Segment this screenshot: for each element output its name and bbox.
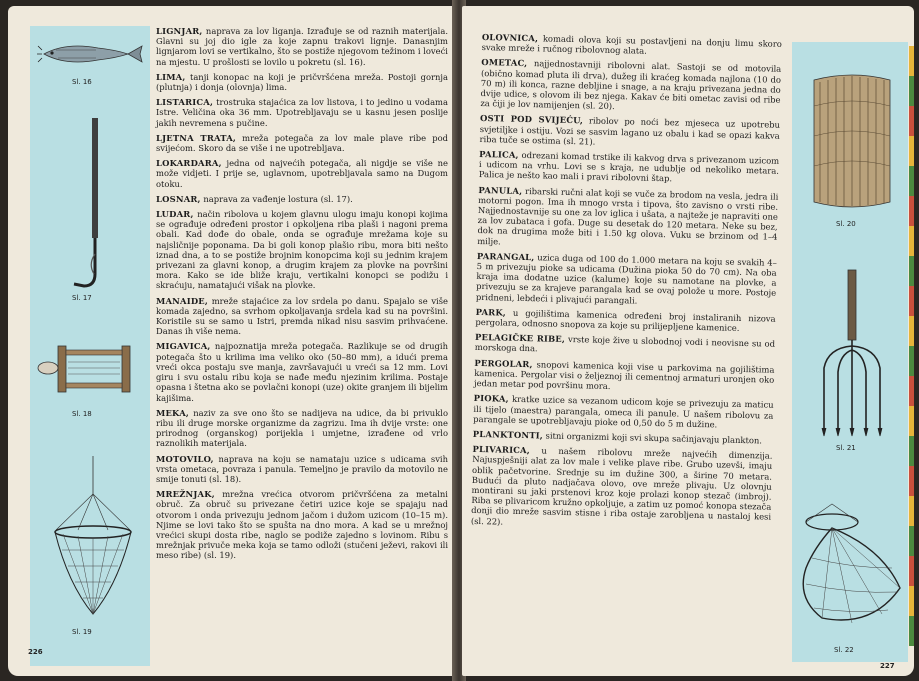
entry-meka: MEKA, naziv za sve ono što se nadijeva na udice, da bi privuklo ribu ili druge morske organizme da zagrizu. Ima ih dvije vrste: one prirodnog (organskog) porijekla i umjetne, izrađene od vrlo raznolikih materijala. (156, 407, 448, 449)
entry-lima: LIMA, tanji konopac na koji je pričvršćena mreža. Postoji gornja (plutnja) i donja (olovnja) lima. (156, 71, 448, 93)
figure-caption-20: Sl. 20 (836, 220, 856, 228)
left-text-column (156, 26, 448, 566)
entry-pergolar: PERGOLAR, snopovi kamenica koji vise u parkovima na gojilištima kamenica. Pergolar visi o željeznoj ili cementnoj armaturi uronjen oko jedan metar pod površinu mora. (473, 357, 775, 392)
entry-plivarica: PLIVARICA, u našem ribolovu mreže najvećih dimenzija. Najuspješniji alat za lov male i velike plave ribe. Grubo uzevši, imaju oblik pačetvorine. Srednje su im dužine 300, a širine 70 metara. Budući da pluto nadjačava olovo, ove mreže plivaju. Uz olovnju montirani su jaki prstenovi kroz koje prolazi konop stezač (imbroj). Riba se plivaricom kružno opkoljuje, a zatim uz pomoć konopa stezača donji dio mreže sasvim stisne i riba ostaje zarobljena u nastaloj kesi (sl. 22). (470, 444, 773, 527)
figure-caption-16: Sl. 16 (72, 78, 92, 86)
left-page (8, 6, 456, 676)
fishing-spear-icon (812, 268, 892, 438)
entry-panula: PANULA, ribarski ručni alat koji se vuče za brodom na vesla, jedra ili motorni pogon. Ima ih mnogo vrsta i tipova, što zavisno o vrsti ribe. Najjednostavnije su one za lov iglica i ušata, a najteže je napraviti one za lov zubataca i gofa. Duge su desetak do 120 metara. Neke su bez, dok na drugima može biti i 1.50 kg olova. Vuku se brzinom od 1–4 milje. (477, 184, 779, 247)
right-text-column (471, 32, 782, 537)
entry-lignjar: LIGNJAR, naprava za lov liganja. Izrađuje se od raznih materijala. Glavni su joj dio igle za koje zapnu trakovi lignje. Danasnjim lignjarom lovi se vertikalno, što se postiže njegovom težinom i loveći na mjestu. U prošlosti se lovilo u pokretu (sl. 16). (156, 26, 448, 67)
page-number-left: 226 (28, 648, 43, 656)
fish-lure-icon (36, 36, 146, 72)
entry-palica: PALICA, odrezani komad trstike ili kakvog drva s privezanom uzicom i udicom na vrhu. Lovi se s kraja, ne udublje od nekoliko metara. Palica je nešto kao mali i pravi ribolovni štap. (478, 149, 780, 184)
entry-losnar: LOSNAR, naprava za vađenje lostura (sl. 17). (156, 193, 353, 204)
figure-caption-18: Sl. 18 (72, 410, 92, 418)
entry-listarica: LISTARICA, trostruka stajaćica za lov listova, i to jedino u vodama Istre. Veličina oka 36 mm. Upotrebljavaju se u kasnu jesen poslije jakih nevremena s pučine. (156, 97, 448, 128)
entry-motovilo: MOTOVILO, naprava na koju se namataju uzice s udicama svih vrsta ometaca, povraza i panula. Temeljno je pravilo da motovilo ne smije tonuti (sl. 18). (156, 453, 448, 484)
entry-migavica: MIGAVICA, najpoznatija mreža potegača. Razlikuje se od drugih potegača što u krilima ima veliko oko (50–80 mm), a idući prema vreći okca postaju sve manja, završavajući u vreći sa 12 mm. Lovi giru i svu ostalu ribu koja se nađe među njezinim krilima. Postaje opasna i štetna ako se povlačni konopi (uze) okite granjem ili bijelim kajišima. (156, 341, 448, 403)
right-page (462, 6, 914, 676)
next-page-edge (909, 46, 914, 646)
entry-manaide: MANAIDE, mreže stajaćice za lov srdela po danu. Spajalo se više komada zajedno, sa svrhom opkoljavanja srdela kad su na površini. Koristile su se samo u Istri, premda nikad nisu sasvim prihvaćene. Danas ih više nema. (156, 295, 448, 337)
entry-pelagicke-ribe: PELAGIČKE RIBE, vrste koje žive u slobodnoj vodi i neovisne su od morskoga dna. (474, 332, 776, 354)
entry-olovnica: OLOVNICA, komadi olova koji su postavljeni na donju limu skoro svake mreže i ručnog ribolovnog alata. (481, 32, 782, 56)
figure-caption-17: Sl. 17 (72, 294, 92, 302)
page-number-right: 227 (880, 662, 895, 670)
entry-osti-pod-svijecu: OSTI POD SVIJEĆU, ribolov po noći bez mjeseca uz upotrebu svjetiljke i ostiju. Vozi se sasvim lagano uz obalu i kad se opazi kakva riba tuče se ostima (sl. 21). (479, 113, 781, 147)
entry-parangal: PARANGAL, uzica duga od 100 do 1.000 metara na koju se svakih 4–5 m privezuju pioke sa udicama (Dužina pioka 50 do 70 cm). Na oba kraja ima dodatne uzice (kalume) koje su namotane na plovke, a privezuju se za krajeve parangala kad se ovaj polože u more. Postoje pridneni, lebdeći i plivajući parangali. (475, 250, 777, 306)
entry-planktonti: PLANKTONTI, sitni organizmi koji svi skupa sačinjavaju plankton. (472, 428, 763, 446)
entry-pioka: PIOKA, kratke uzice sa vezanom udicom koje se privezuju za maticu ili tijelo (maestra) parangala, omeca ili panule. U našem ribolovu za parangale se upotrebljavaju pioke od 0,50 do 5 m dužine. (473, 393, 774, 430)
hoop-net-icon (792, 498, 910, 638)
hook-gaff-icon (68, 114, 118, 294)
entry-lokardara: LOKARDARA, jedna od najvećih potegača, ali nigdje se više ne može vidjeti. I prije se, uglavnom, upotrebljavala samo na Dugom otoku. (156, 158, 448, 189)
figure-caption-19: Sl. 19 (72, 628, 92, 636)
figure-caption-22: Sl. 22 (834, 646, 854, 654)
entry-ljetna-trata: LJETNA TRATA, mreža potegača za lov male plave ribe pod svijećom. Skoro da se više i ne upotrebljava. (156, 132, 449, 154)
hand-net-icon (48, 454, 138, 624)
entry-ometac: OMETAC, najjednostavniji ribolovni alat. Sastoji se od motovila (obično komad pluta ili drva), dužeg ili kraćeg komada najlona (10 do 70 m) ili konca, razne debljine i snage, a na kraju privezana jedna do dvije udice, s olovom ili bez njega. Kakav će biti ometac zavisi od ribe za čiji je lov namijenjen (sl. 20). (480, 57, 782, 112)
entry-mreznjak: MREŽNJAK, mrežna vrećica otvorom pričvršćena za metalni obruč. Za obruč su privezane četiri uzice koje se spajaju nad otvorom i onda privezuju jednom jačom i dužom uzicom (10–15 m). Njime se lovi tako što se spušta na dno mora. A kad se u mrežnoj vrećici skupi dosta ribe, naglo se podiže zajedno s lovinom. Ribu s mrežnjak privuče meka koja se tamo odloži (stučeni ježevi, rakovi ili meso ribe) (sl. 19). (156, 489, 448, 561)
entry-ludar: LUDAR, način ribolova u kojem glavnu ulogu imaju konopi kojima se ograđuje određeni prostor i opkoljena riba plaši i nagoni prema obali. Kad dođe do obale, onda se ograđuje mrežama koje su najsličnije poponama. Da bi goli konop plašio ribu, mora biti nešto iznad dna, a to se postiže brojnim konopcima koji su jednim krajem privezani za glavni konop, a drugim krajem za plovke na površini mora. Kako se ide bliže kraju, vertikalni konopci se podižu i skraćuju, namatajući višak na plovke. (156, 209, 448, 291)
entry-park: PARK, u gojilištima kamenica određeni broj instaliranih nizova pergolara, odnosno snopova za koje su prilijepljene kamenice. (475, 306, 776, 333)
net-bundle-icon (806, 66, 898, 216)
line-reel-icon (36, 340, 146, 396)
figure-caption-21: Sl. 21 (836, 444, 856, 452)
